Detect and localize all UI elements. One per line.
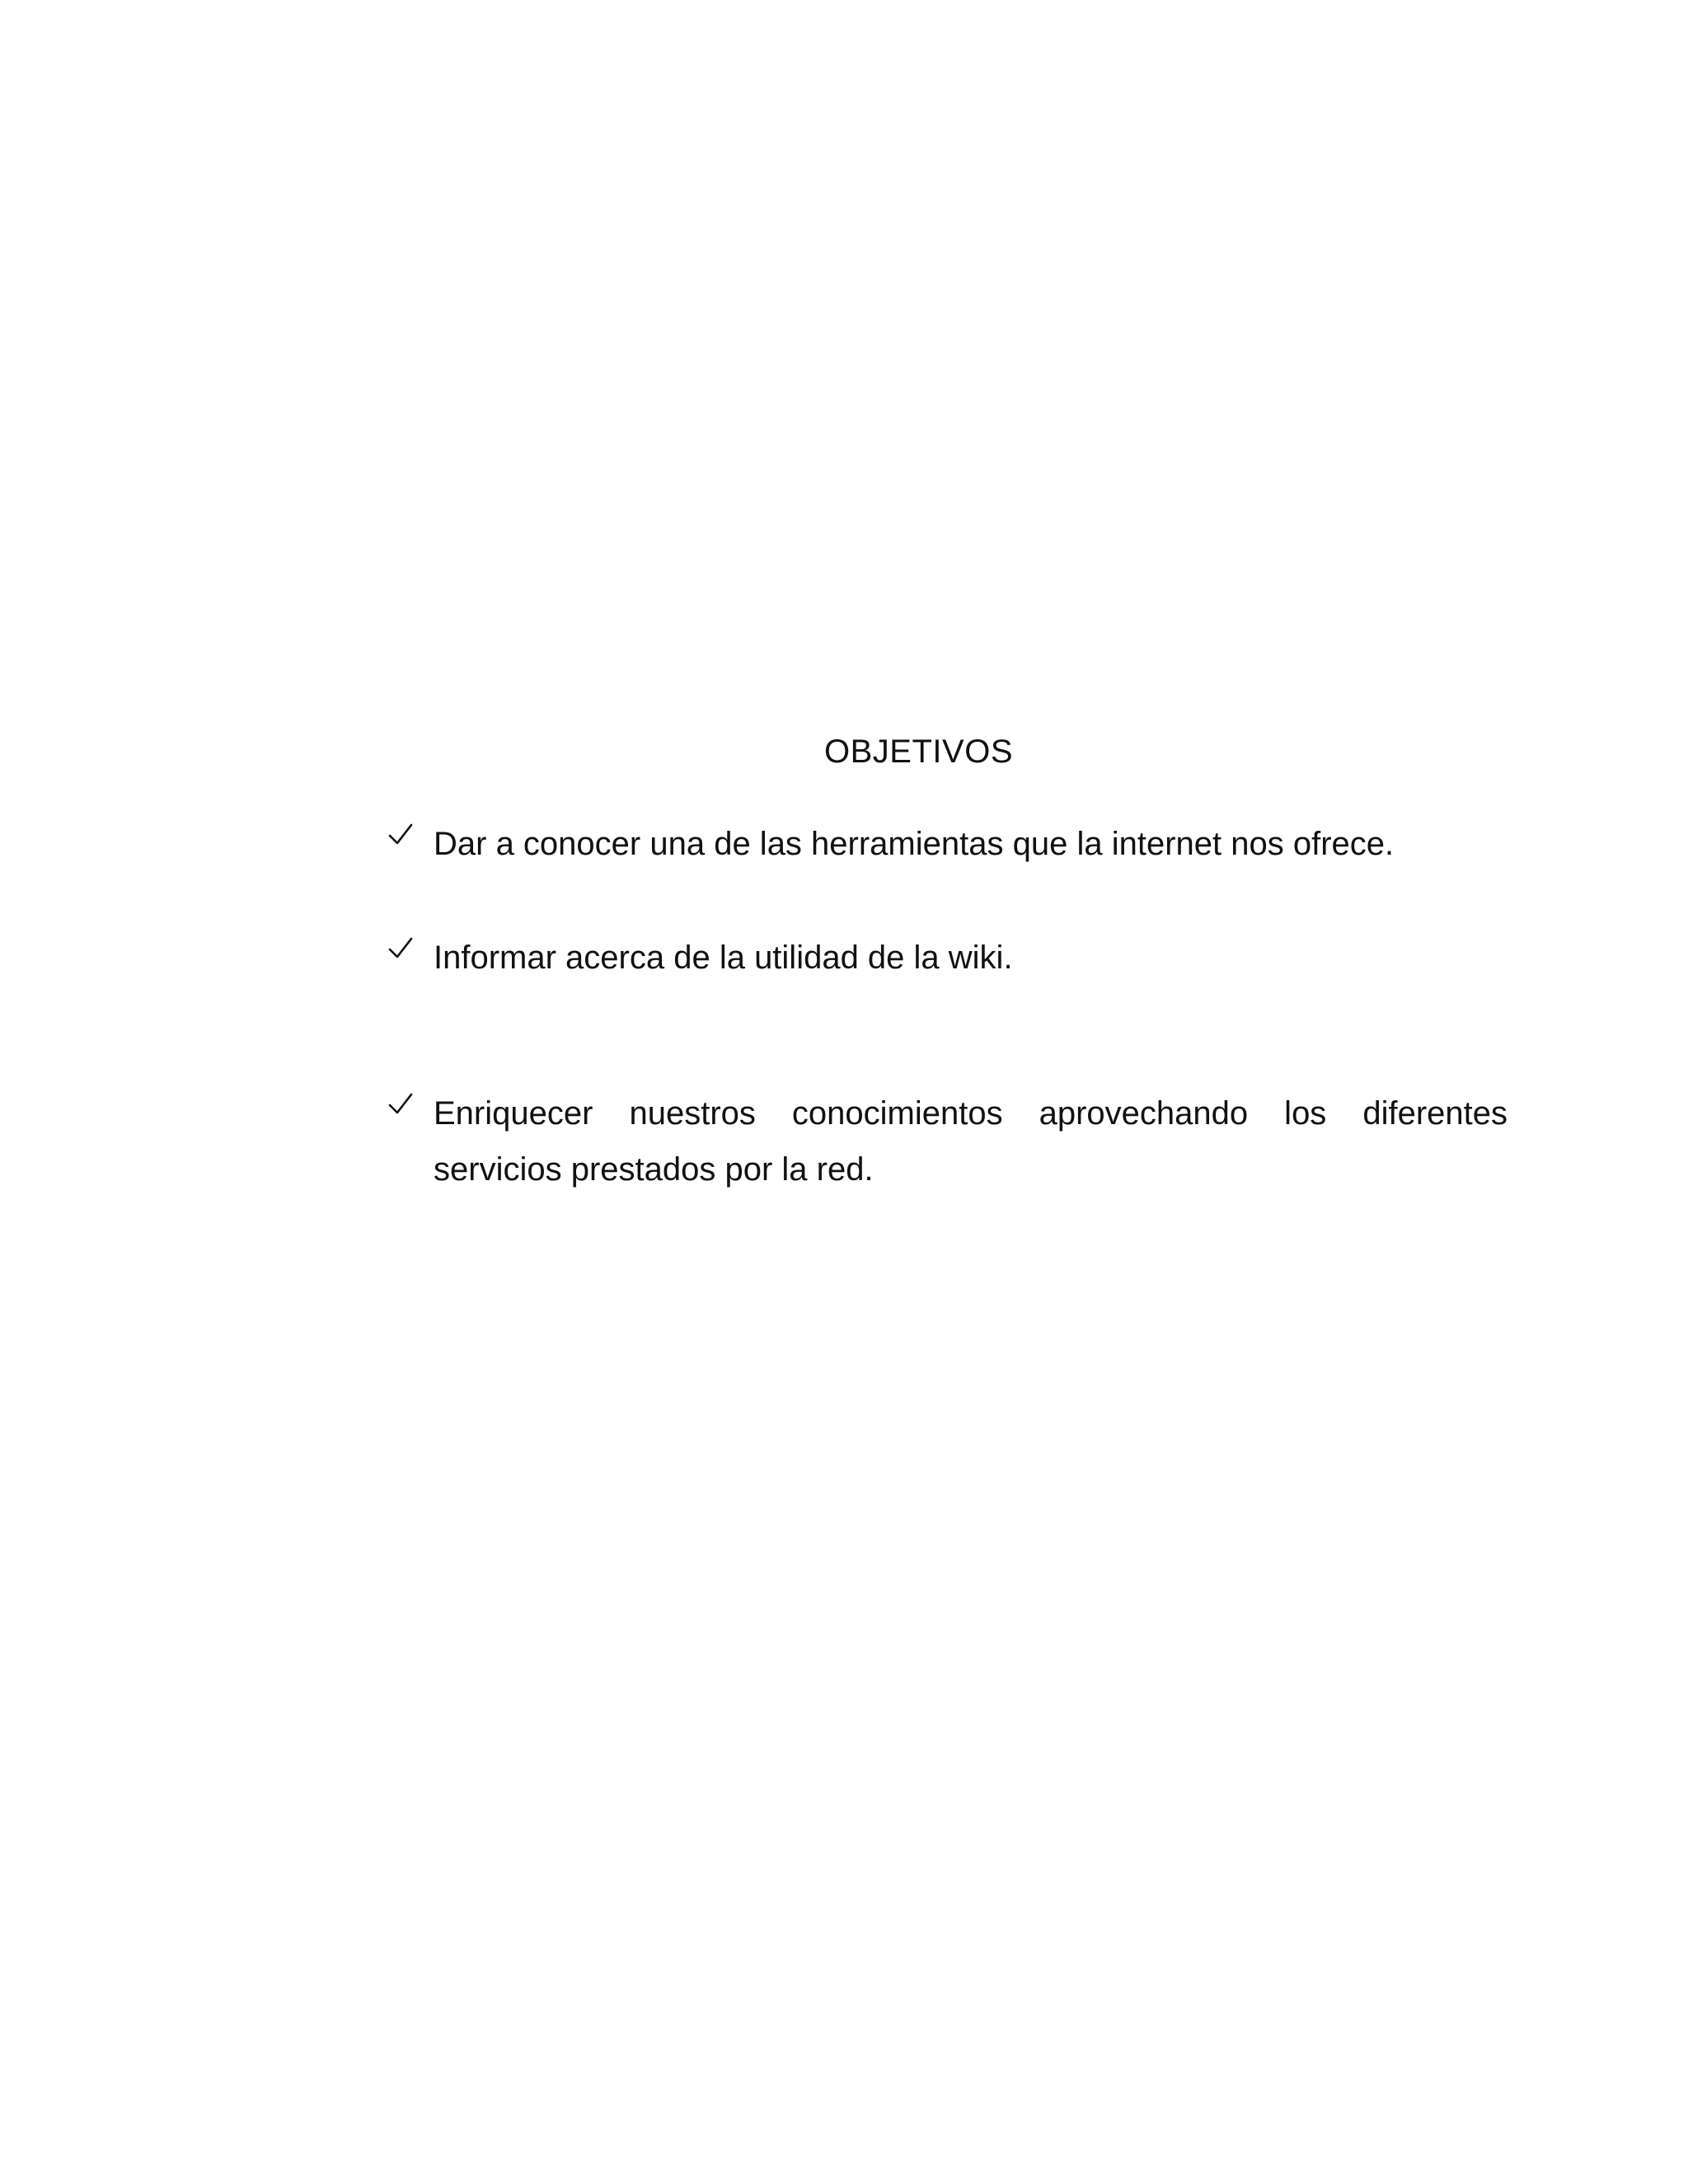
objective-text: Enriquecer nuestros conocimientos aprovechando los diferentes servicios prestados por la red. <box>434 1095 1507 1188</box>
checkmark-icon <box>387 936 420 969</box>
objective-text: Informar acerca de la utilidad de la wiki. <box>434 940 1013 976</box>
objective-text: Dar a conocer una de las herramientas que la internet nos ofrece. <box>434 826 1395 862</box>
page-title: OBJETIVOS <box>824 733 1013 770</box>
checkmark-icon <box>387 1092 420 1125</box>
checkmark-icon <box>387 823 420 855</box>
